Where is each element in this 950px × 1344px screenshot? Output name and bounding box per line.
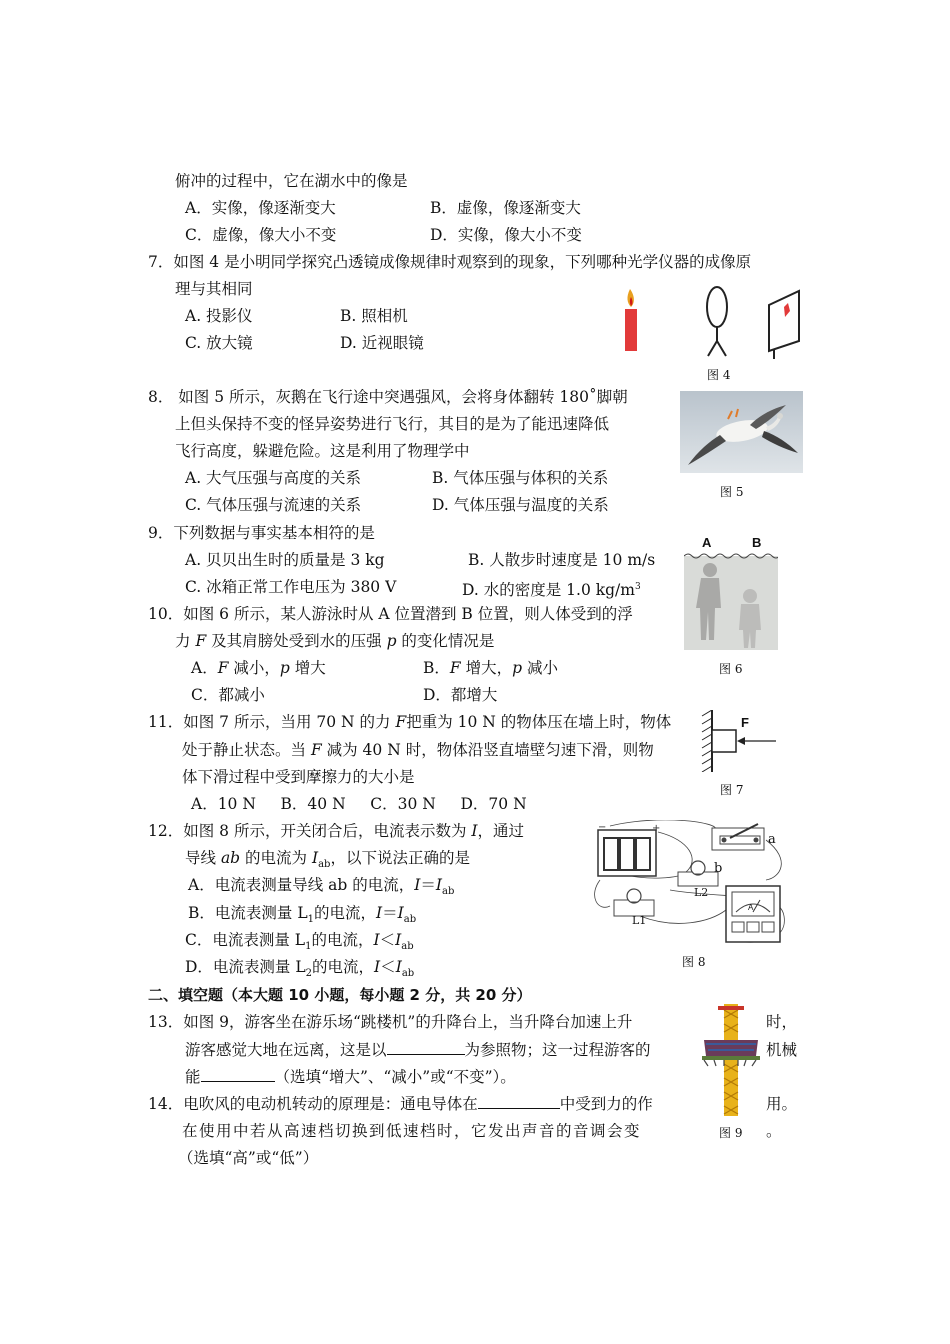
q10-a-1: A． (191, 659, 218, 677)
q14-blank-1[interactable] (478, 1094, 560, 1109)
q13-line-2-end: 机械 (766, 1041, 798, 1059)
q12-b-I: I (376, 904, 383, 922)
q8-line-2: 上但头保持不变的怪异姿势进行飞行，其目的是为了能迅速降低 (175, 415, 610, 433)
q12-option-b (188, 903, 416, 930)
q10-option-c: C．都减小 (191, 686, 265, 704)
q12-d-I2: I (395, 958, 402, 976)
figure-8-label-b: b (714, 861, 723, 876)
q14-l1-a: 14．电吹风的电动机转动的原理是：通电导体在 (148, 1095, 478, 1113)
figure-4-lens-setup (612, 283, 812, 363)
q9-option-c: C. 冰箱正常工作电压为 380 V (185, 578, 397, 596)
q12-b-1: B．电流表测量 L (188, 904, 308, 922)
q12-l2-ab: ab (220, 849, 241, 867)
q12-a-I: I (414, 876, 421, 894)
svg-text:+: + (652, 823, 661, 834)
q13-l2-b: 为参照物；这一过程游客的 (464, 1041, 651, 1059)
q12-c-sub: ab (401, 941, 414, 953)
switch-icon (712, 824, 764, 850)
q12-a-sub: ab (441, 886, 455, 898)
q9-option-d-text: D. 水的密度是 1.0 kg/m (462, 581, 635, 600)
figure-8-caption: 图 8 (682, 955, 706, 969)
q12-line-2 (185, 848, 470, 875)
q11-l2-b: 减为 40 N 时，物体沿竖直墙壁匀速下滑，则物 (321, 741, 654, 759)
q12-l2-sub: ab (318, 859, 331, 871)
convex-lens-icon (707, 287, 727, 356)
figure-6-caption: 图 6 (719, 662, 743, 676)
q13-l3-a: 能 (185, 1068, 201, 1086)
q14-line-1 (148, 1094, 653, 1114)
q9-option-d-sup: 3 (634, 582, 641, 592)
q7-option-c: C. 放大镜 (185, 334, 253, 352)
figure-6-label-b: B (752, 535, 762, 550)
ammeter-icon (726, 886, 780, 942)
q12-c-I: I (373, 931, 380, 949)
q13-l2-a: 游客感觉大地在远离，这是以 (185, 1041, 387, 1059)
q12-d-2: 的电流， (312, 958, 375, 976)
q7-line-2: 理与其相同 (175, 280, 253, 298)
q12-c-2: 的电流， (311, 931, 374, 949)
q9-option-a: A. 贝贝出生时的质量是 3 kg (185, 551, 385, 569)
q11-line-3: 体下滑过程中受到摩擦力的大小是 (182, 768, 415, 786)
q12-c-I2: I (395, 931, 402, 949)
q12-l2-a: 导线 (185, 849, 221, 867)
q10-l2-F: F (195, 632, 207, 650)
q12-l1-a: 12．如图 8 所示，开关闭合后，电流表示数为 (148, 822, 472, 840)
q12-a-2: ＝ (420, 876, 436, 894)
q12-b-2: 的电流， (314, 904, 377, 922)
figure-8-label-l2: L2 (694, 886, 709, 899)
block-icon (712, 730, 736, 752)
q10-l2-p: p (386, 632, 397, 650)
q10-line-2 (175, 631, 494, 651)
screen-icon (769, 291, 799, 359)
q8-line-1: 8． 如图 5 所示，灰鹅在飞行途中突遇强风，会将身体翻转 180˚脚朝 (148, 388, 628, 406)
force-arrow-icon (737, 737, 776, 745)
q7-option-b: B. 照相机 (340, 307, 408, 325)
q6-continuation: 俯冲的过程中，它在湖水中的像是 (175, 172, 408, 190)
figure-5-goose-photo (680, 391, 803, 473)
q11-line-1 (148, 712, 671, 732)
figure-9-caption: 图 9 (719, 1126, 743, 1140)
q10-a-2: 减小， (228, 659, 280, 677)
q14-line-1-end: 用。 (766, 1095, 798, 1113)
battery-pack-icon (598, 822, 660, 876)
q8-option-c: C. 气体压强与流速的关系 (185, 496, 362, 514)
q12-option-d (185, 957, 414, 984)
q12-b-sub: ab (403, 914, 417, 926)
q8-option-b: B. 气体压强与体积的关系 (432, 469, 609, 487)
q12-b-I2: I (397, 904, 404, 922)
figure-9-drop-tower-photo (700, 1004, 762, 1116)
figure-6-label-a: A (702, 535, 712, 550)
q12-d-1: D．电流表测量 L (185, 958, 306, 976)
q10-line-1: 10．如图 6 所示，某人游泳时从 A 位置潜到 B 位置，则人体受到的浮 (148, 605, 633, 623)
q12-option-a (188, 875, 454, 902)
figure-7-force-label: F (741, 715, 749, 730)
q10-a-3: 增大 (289, 659, 326, 677)
q12-c-1: C．电流表测量 L (185, 931, 306, 949)
q10-l2-c: 的变化情况是 (396, 632, 495, 650)
q12-l1-b: ，通过 (477, 822, 525, 840)
q12-l2-b: 的电流为 (240, 849, 312, 867)
q10-b-p: p (512, 659, 523, 677)
q14-line-3: （选填“高”或“低”） (178, 1149, 319, 1167)
q10-b-2: 增大， (460, 659, 513, 677)
figure-8-label-a: a (768, 832, 776, 847)
figure-8-circuit (580, 820, 795, 950)
q12-c-sub1: 1 (305, 941, 312, 953)
q7-option-d: D. 近视眼镜 (340, 334, 424, 352)
q8-option-d: D. 气体压强与温度的关系 (432, 496, 609, 514)
q6-option-b: B．虚像，像逐渐变大 (430, 199, 581, 217)
section-2-heading: 二、填空题（本大题 10 小题，每小题 2 分，共 20 分） (148, 986, 532, 1004)
q10-option-a (191, 658, 326, 678)
q11-line-2 (182, 740, 654, 760)
q12-d-I: I (374, 958, 381, 976)
q10-b-1: B． (423, 659, 450, 677)
q12-c-3: ＜ (379, 931, 396, 949)
q13-line-3 (185, 1067, 516, 1087)
figure-7-wall-block (700, 710, 780, 772)
q14-line-2-end: 。 (766, 1122, 782, 1140)
q12-l1-I: I (471, 822, 478, 840)
q11-l1-b: 把重为 10 N 的物体压在墙上时，物体 (406, 713, 672, 731)
q10-b-3: 减小 (522, 659, 558, 677)
q7-line-1: 7．如图 4 是小明同学探究凸透镜成像规律时观察到的现象，下列哪种光学仪器的成像原 (148, 253, 752, 271)
q10-option-d: D．都增大 (423, 686, 498, 704)
q6-option-c: C．虚像，像大小不变 (185, 226, 337, 244)
q13-blank-2[interactable] (201, 1067, 275, 1082)
q13-l3-b: （选填“增大”、“减小”或“不变”）。 (274, 1068, 516, 1086)
q12-l2-I: I (311, 849, 319, 867)
q11-l2-F: F (310, 741, 322, 759)
q11-l1-a: 11．如图 7 所示，当用 70 N 的力 (148, 713, 396, 731)
q12-d-sub: ab (401, 968, 415, 980)
q12-line-1 (148, 821, 524, 841)
q12-option-c (185, 930, 414, 957)
q13-blank-1[interactable] (387, 1040, 465, 1055)
q10-b-F: F (449, 659, 461, 677)
q9-option-b: B. 人散步时速度是 10 m/s (468, 551, 656, 569)
q12-a-I2: I (435, 876, 442, 894)
q12-b-3: ＝ (382, 904, 398, 922)
q13-line-1-end: 时， (766, 1013, 798, 1031)
figure-4-caption: 图 4 (707, 368, 731, 382)
q6-option-a: A．实像，像逐渐变大 (185, 199, 336, 217)
bulb-l1-icon (614, 889, 654, 916)
bulb-l2-icon (678, 861, 718, 886)
svg-text:−: − (598, 822, 607, 833)
q7-option-a: A. 投影仪 (185, 307, 253, 325)
figure-8-ammeter-label: A (748, 903, 754, 912)
figure-5-caption: 图 5 (720, 485, 744, 499)
q8-line-3: 飞行高度，躲避危险。这是利用了物理学中 (175, 442, 470, 460)
q10-option-b (423, 658, 558, 678)
q12-a-1: A．电流表测量导线 ab 的电流， (188, 876, 415, 894)
q14-l1-b: 中受到力的作 (559, 1095, 653, 1113)
q11-l2-a: 处于静止状态。当 (182, 741, 311, 759)
figure-8-label-l1: L1 (632, 914, 647, 927)
q12-b-sub1: 1 (307, 914, 314, 926)
q12-l2-c: ，以下说法正确的是 (330, 849, 470, 867)
q12-d-3: ＜ (380, 958, 396, 976)
q13-line-2 (185, 1040, 651, 1060)
figure-6-swimmer-photo (684, 550, 778, 650)
q10-a-p: p (279, 659, 290, 677)
wall-hatch-icon (702, 710, 712, 772)
q12-d-sub2: 2 (305, 968, 313, 980)
q10-l2-a: 力 (175, 632, 196, 650)
q10-l2-b: 及其肩膀处受到水的压强 (206, 632, 387, 650)
q10-a-F: F (217, 659, 229, 677)
figure-7-caption: 图 7 (720, 783, 744, 797)
q9-option-d (462, 577, 641, 600)
q9-line-1: 9．下列数据与事实基本相符的是 (148, 524, 375, 542)
q6-option-d: D．实像，像大小不变 (430, 226, 582, 244)
q13-line-1: 13．如图 9，游客坐在游乐场“跳楼机”的升降台上，当升降台加速上升 (148, 1013, 633, 1031)
q11-options: A．10 N B．40 N C．30 N D．70 N (191, 795, 527, 813)
candle-icon (625, 289, 637, 351)
q8-option-a: A. 大气压强与高度的关系 (185, 469, 362, 487)
q14-line-2: 在使用中若从高速档切换到低速档时，它发出声音的音调会变 (182, 1122, 642, 1140)
q11-l1-F: F (395, 713, 407, 731)
